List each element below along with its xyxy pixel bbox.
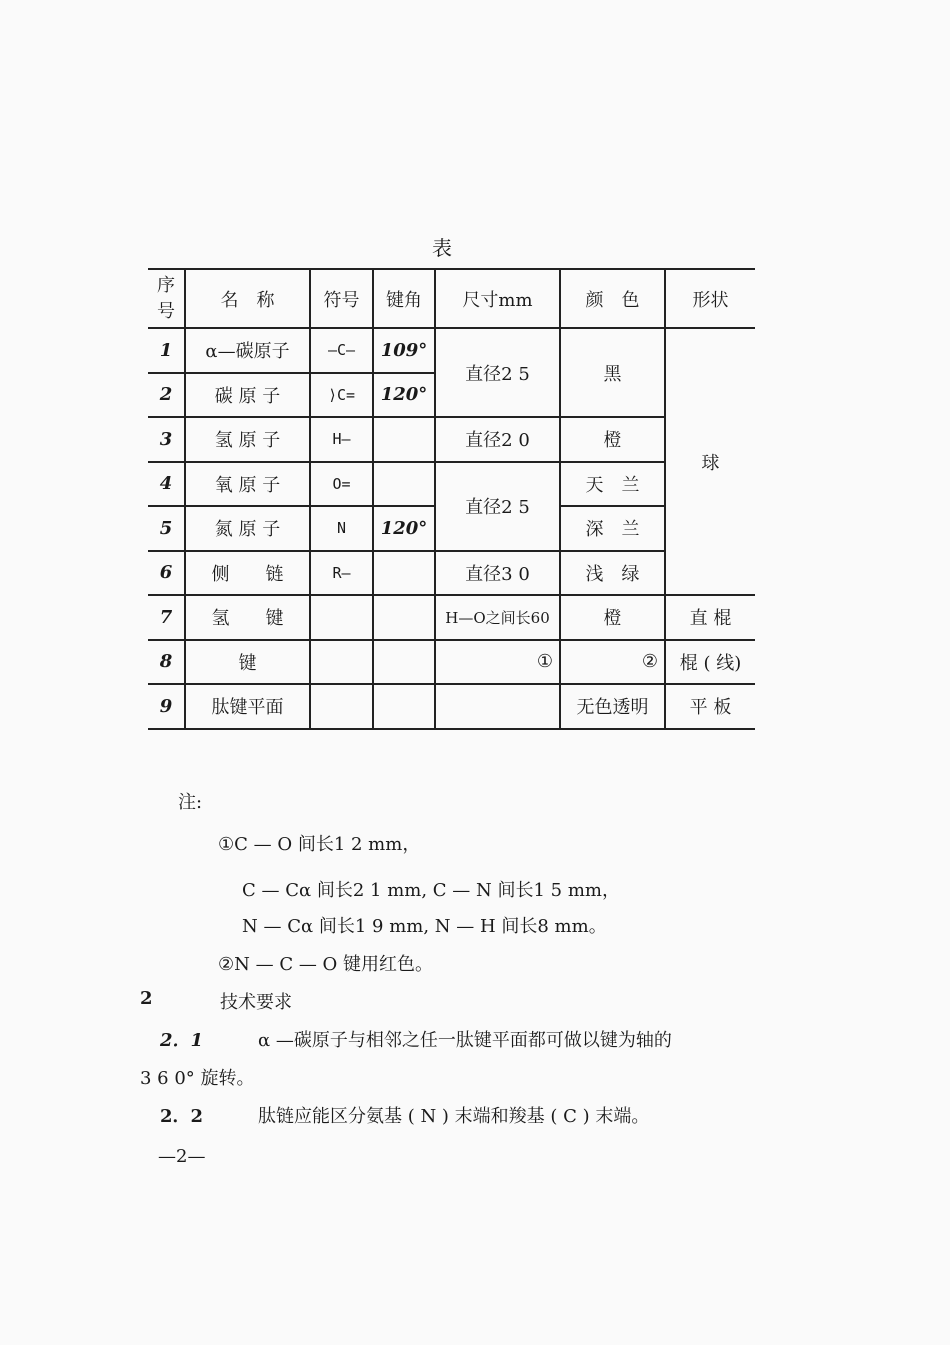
- cell-size: 直径2 5: [435, 328, 560, 417]
- cell-name: 肽键平面: [185, 684, 310, 729]
- cell-bond-angle: 120°: [373, 373, 435, 418]
- cell-color: 橙: [560, 595, 665, 640]
- cell-symbol: O=: [310, 462, 373, 507]
- cell-bond-angle: [373, 684, 435, 729]
- header-name: 名 称: [185, 269, 310, 328]
- cell-size: 直径2 5: [435, 462, 560, 551]
- cell-bond-angle: [373, 595, 435, 640]
- table-row: [148, 595, 755, 640]
- table-row: [148, 328, 755, 373]
- table-row: [148, 417, 755, 462]
- cell-index: 3: [148, 417, 185, 462]
- note-2: ②N — C — O 键用红色。: [218, 954, 434, 975]
- cell-bond-angle: 109°: [373, 328, 435, 373]
- cell-name: 氮 原 子: [185, 506, 310, 551]
- cell-size: 直径3 0: [435, 551, 560, 596]
- cell-name: 侧 链: [185, 551, 310, 596]
- cell-index: 8: [148, 640, 185, 685]
- item-2-1-text: α —碳原子与相邻之任一肽键平面都可做以键为轴的: [258, 1030, 672, 1051]
- cell-size: H—O之间长60: [435, 595, 560, 640]
- cell-bond-angle: [373, 417, 435, 462]
- header-symbol: 符号: [310, 269, 373, 328]
- cell-index: 1: [148, 328, 185, 373]
- cell-symbol: H—: [310, 417, 373, 462]
- cell-bond-angle: [373, 551, 435, 596]
- header-shape: 形状: [665, 269, 755, 328]
- header-bond-angle: 键角: [373, 269, 435, 328]
- cell-index: 6: [148, 551, 185, 596]
- cell-name: 氢 原 子: [185, 417, 310, 462]
- item-2-2-text: 肽链应能区分氨基 ( N ) 末端和羧基 ( C ) 末端。: [258, 1106, 650, 1127]
- cell-shape: 球: [665, 328, 755, 595]
- page-number: —2—: [158, 1146, 206, 1167]
- cell-index: 9: [148, 684, 185, 729]
- cell-symbol: [310, 595, 373, 640]
- notes-label: 注:: [178, 792, 203, 813]
- table-row: [148, 640, 755, 685]
- cell-size-note-ref: ①: [435, 640, 560, 685]
- cell-name: 键: [185, 640, 310, 685]
- note-1-line-3: N — Cα 间长1 9 mm, N — H 间长8 mm。: [242, 916, 607, 937]
- cell-shape: 直 棍: [665, 595, 755, 640]
- table-row: [148, 551, 755, 596]
- item-2-1-number: 2．1: [160, 1030, 204, 1051]
- cell-symbol: [310, 684, 373, 729]
- cell-color: 黑: [560, 328, 665, 417]
- cell-symbol: [310, 640, 373, 685]
- section-number: 2: [140, 988, 153, 1009]
- cell-bond-angle: [373, 462, 435, 507]
- cell-name: 氢 键: [185, 595, 310, 640]
- header-size: 尺寸mm: [435, 269, 560, 328]
- table-row: [148, 462, 755, 507]
- table-row: [148, 684, 755, 729]
- cell-color: 深 兰: [560, 506, 665, 551]
- section-title: 技术要求: [220, 992, 292, 1013]
- cell-shape: 平 板: [665, 684, 755, 729]
- cell-symbol: R—: [310, 551, 373, 596]
- cell-color: 无色透明: [560, 684, 665, 729]
- item-2-1-continuation: 3 6 0° 旋转。: [140, 1068, 255, 1089]
- cell-index: 2: [148, 373, 185, 418]
- cell-symbol: ⟩C=: [310, 373, 373, 418]
- cell-name: α—碳原子: [185, 328, 310, 373]
- cell-index: 4: [148, 462, 185, 507]
- cell-bond-angle: 120°: [373, 506, 435, 551]
- header-index: 序号: [148, 269, 185, 328]
- cell-color: 浅 绿: [560, 551, 665, 596]
- cell-index: 5: [148, 506, 185, 551]
- cell-name: 碳 原 子: [185, 373, 310, 418]
- cell-size: [435, 684, 560, 729]
- table-header-row: [148, 269, 755, 328]
- cell-color: 橙: [560, 417, 665, 462]
- cell-bond-angle: [373, 640, 435, 685]
- note-1-line-1: ①C — O 间长1 2 mm，: [218, 834, 421, 855]
- note-1-line-2: C — Cα 间长2 1 mm, C — N 间长1 5 mm，: [242, 880, 620, 901]
- item-2-2-number: 2．2: [160, 1106, 204, 1127]
- header-color: 颜 色: [560, 269, 665, 328]
- component-spec-table: [148, 268, 755, 730]
- cell-size: 直径2 0: [435, 417, 560, 462]
- table-title: 表: [432, 236, 452, 260]
- cell-symbol: —C—: [310, 328, 373, 373]
- cell-symbol: N: [310, 506, 373, 551]
- cell-name: 氧 原 子: [185, 462, 310, 507]
- cell-shape: 棍 ( 线): [665, 640, 755, 685]
- cell-index: 7: [148, 595, 185, 640]
- cell-color: 天 兰: [560, 462, 665, 507]
- cell-color-note-ref: ②: [560, 640, 665, 685]
